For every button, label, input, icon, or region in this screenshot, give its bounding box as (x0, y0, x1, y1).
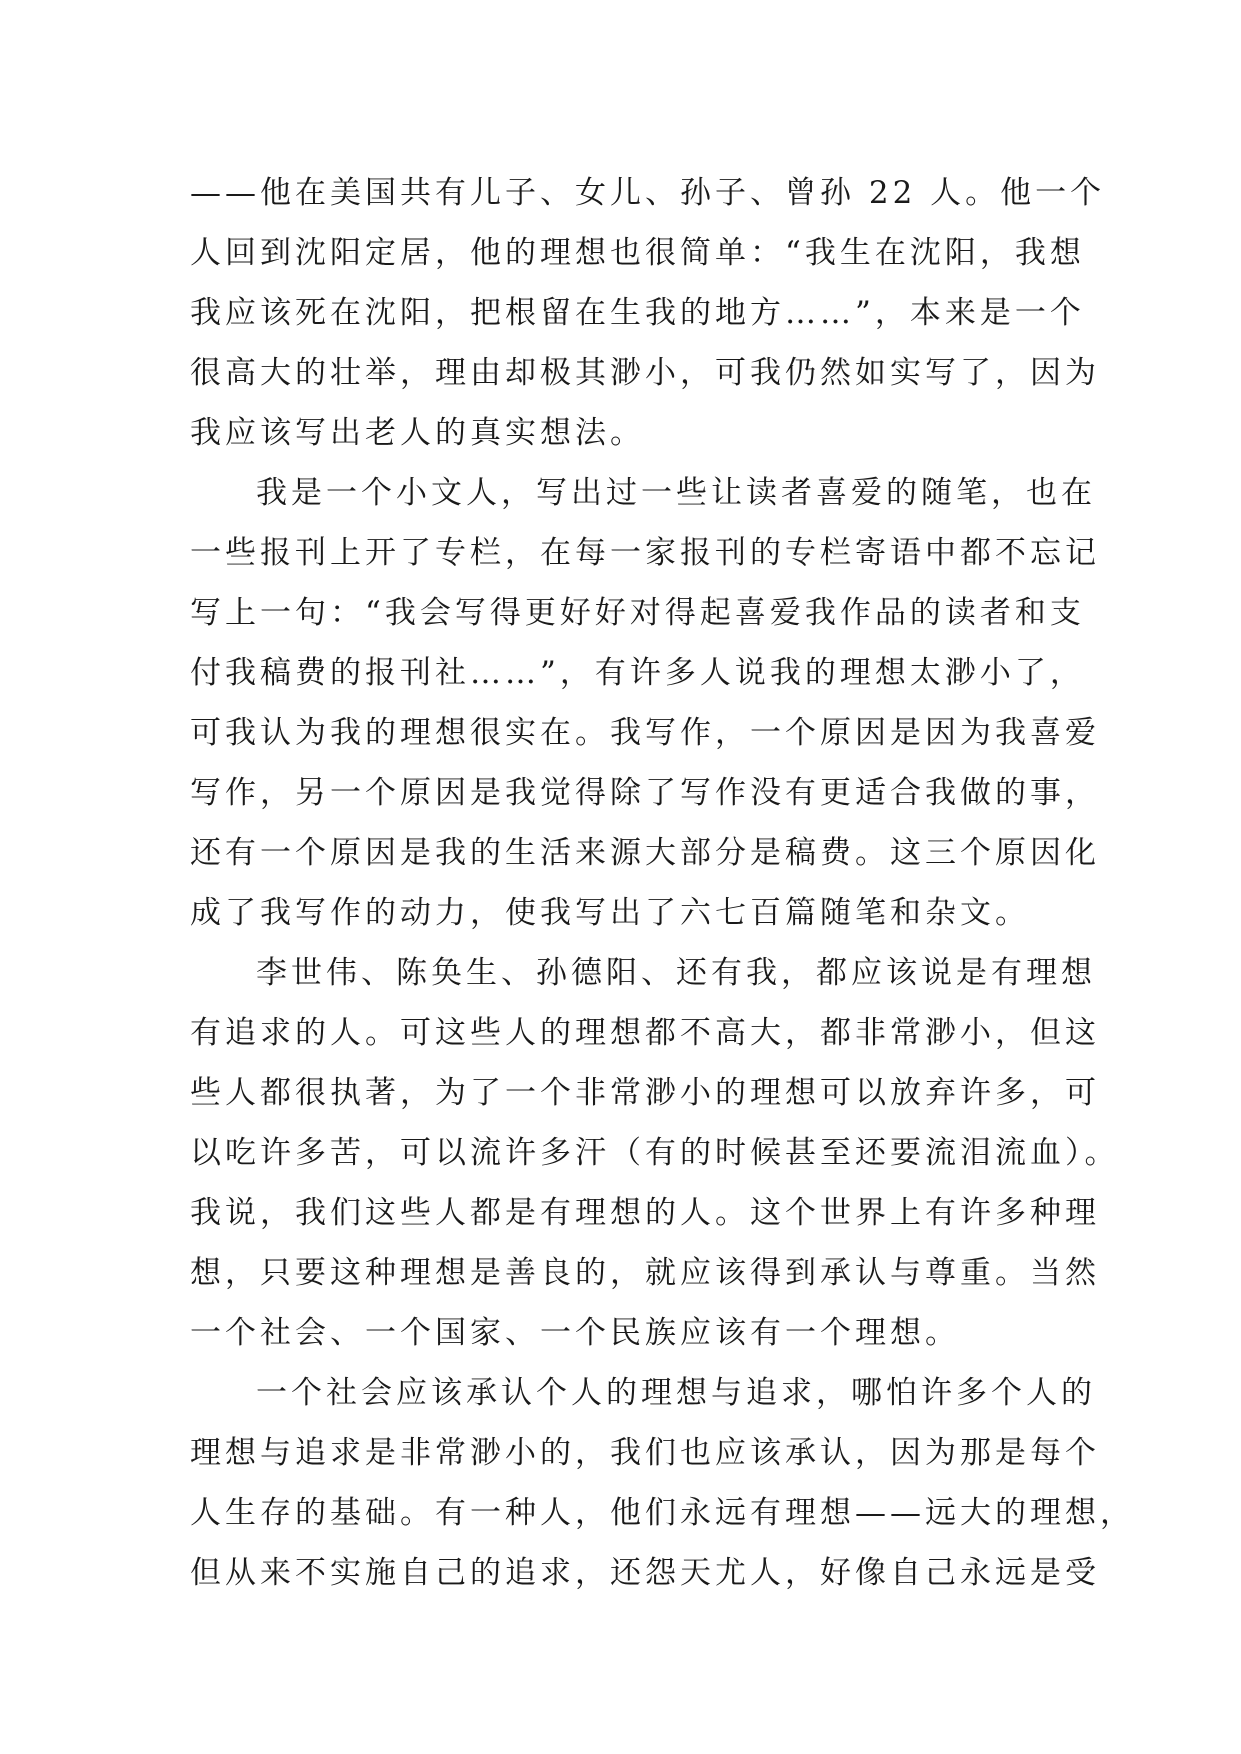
text-line: 一些报刊上开了专栏，在每一家报刊的专栏寄语中都不忘记 (190, 535, 1100, 571)
text-line: 有追求的人。可这些人的理想都不高大，都非常渺小，但这 (190, 1015, 1100, 1051)
text-line: 李世伟、陈奂生、孙德阳、还有我，都应该说是有理想 (256, 955, 1096, 991)
paragraph (190, 463, 1100, 943)
text-line: 付我稿费的报刊社……”，有许多人说我的理想太渺小了， (190, 655, 1085, 691)
text-line: 可我认为我的理想很实在。我写作，一个原因是因为我喜爱 (190, 715, 1100, 751)
text-line: 我是一个小文人，写出过一些让读者喜爱的随笔，也在 (256, 475, 1096, 511)
text-line: 我说，我们这些人都是有理想的人。这个世界上有许多种理 (190, 1195, 1100, 1231)
text-line: 很高大的壮举，理由却极其渺小，可我仍然如实写了，因为 (190, 355, 1100, 391)
text-line: 以吃许多苦，可以流许多汗（有的时候甚至还要流泪流血）。 (190, 1135, 1120, 1171)
text-line: 我应该死在沈阳，把根留在生我的地方……”，本来是一个 (190, 295, 1085, 331)
paragraph (190, 943, 1120, 1363)
text-line: 一个社会、一个国家、一个民族应该有一个理想。 (190, 1315, 960, 1351)
text-line: 我应该写出老人的真实想法。 (190, 415, 645, 451)
paragraph (190, 1363, 1135, 1603)
text-line: 一个社会应该承认个人的理想与追求，哪怕许多个人的 (256, 1375, 1096, 1411)
text-line: 写上一句：“我会写得更好好对得起喜爱我作品的读者和支 (190, 595, 1085, 631)
text-line: 理想与追求是非常渺小的，我们也应该承认，因为那是每个 (190, 1435, 1100, 1471)
text-line: 写作，另一个原因是我觉得除了写作没有更适合我做的事， (190, 775, 1100, 811)
text-line: 还有一个原因是我的生活来源大部分是稿费。这三个原因化 (190, 835, 1100, 871)
text-line: 人生存的基础。有一种人，他们永远有理想——远大的理想， (190, 1495, 1135, 1531)
text-line: ——他在美国共有儿子、女儿、孙子、曾孙 22 人。他一个 (190, 175, 1106, 211)
text-line: 但从来不实施自己的追求，还怨天尤人，好像自己永远是受 (190, 1555, 1100, 1591)
document-body (190, 163, 1135, 1603)
paragraph (190, 163, 1106, 463)
text-line: 想，只要这种理想是善良的，就应该得到承认与尊重。当然 (190, 1255, 1100, 1291)
text-line: 成了我写作的动力，使我写出了六七百篇随笔和杂文。 (190, 895, 1030, 931)
text-line: 些人都很执著，为了一个非常渺小的理想可以放弃许多，可 (190, 1075, 1100, 1111)
text-line: 人回到沈阳定居，他的理想也很简单：“我生在沈阳，我想 (190, 235, 1085, 271)
